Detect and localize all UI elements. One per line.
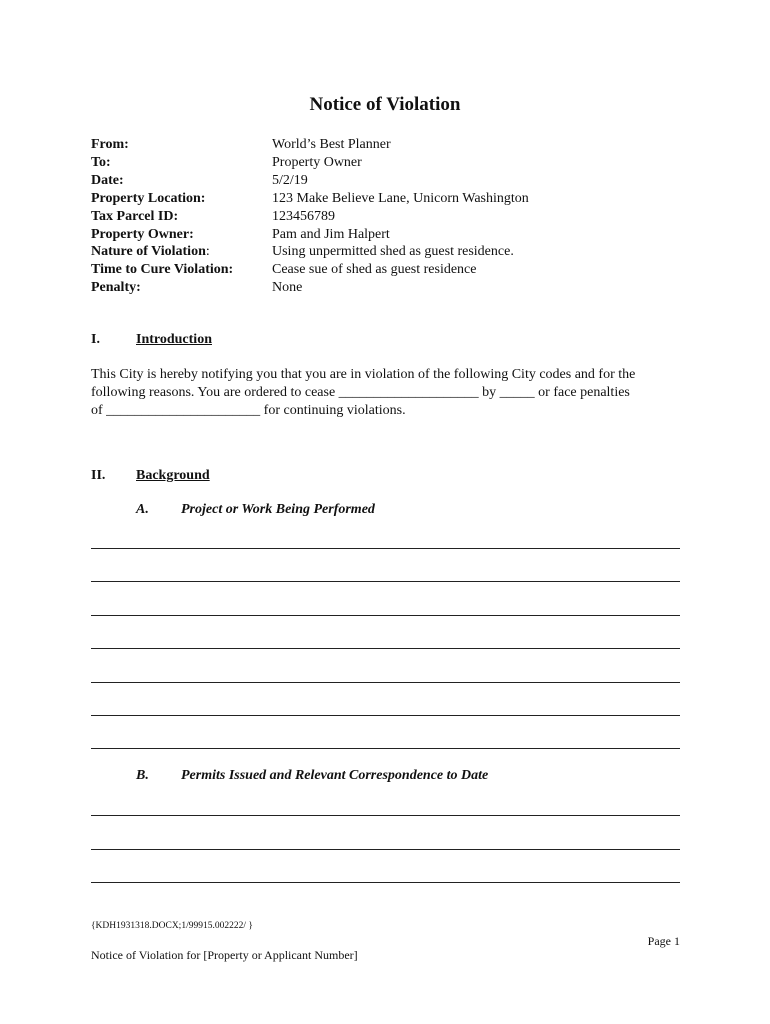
blank-line (91, 581, 680, 582)
section-number: I. (91, 332, 100, 347)
blank-line (91, 748, 680, 749)
blank-line (91, 715, 680, 716)
document-id: {KDH1931318.DOCX;1/99915.002222/ } (91, 921, 253, 931)
section-title: Introduction (136, 332, 212, 347)
meta-value: None (272, 280, 303, 296)
meta-row-from (91, 136, 529, 154)
meta-label-text: Nature of Violation (91, 244, 206, 260)
blank-line (91, 648, 680, 649)
paragraph-line: This City is hereby notifying you that you are in violation of the following City codes and for the (91, 367, 636, 382)
meta-value: Pam and Jim Halpert (272, 226, 390, 242)
meta-value: Using unpermitted shed as guest residence. (272, 244, 514, 260)
meta-row-property-location (91, 190, 529, 208)
meta-row-to (91, 154, 529, 172)
paragraph-line: of ______________________ for continuing violations. (91, 403, 406, 418)
blank-line (91, 815, 680, 816)
page-number: Page 1 (647, 934, 680, 948)
paragraph-line: following reasons. You are ordered to cease ____________________ by _____ or face penalties (91, 385, 630, 400)
meta-label (91, 243, 272, 261)
meta-row-property-owner (91, 226, 529, 244)
meta-row-nature-of-violation (91, 243, 529, 261)
meta-label: To: (91, 154, 111, 170)
meta-value: 5/2/19 (272, 172, 308, 188)
document-title: Notice of Violation (309, 94, 461, 115)
introduction-paragraph (91, 366, 681, 420)
subsection-letter: A. (136, 502, 149, 517)
section-heading-introduction (91, 332, 212, 348)
meta-label: Tax Parcel ID: (91, 208, 179, 224)
blank-line (91, 882, 680, 883)
subsection-heading-b (136, 768, 488, 784)
meta-label: Time to Cure Violation: (91, 262, 234, 278)
section-heading-background (91, 468, 210, 484)
meta-label: Date: (91, 172, 124, 188)
blank-line (91, 849, 680, 850)
section-number: II. (91, 468, 106, 483)
subsection-title: Permits Issued and Relevant Correspondence to Date (181, 768, 489, 783)
meta-row-time-to-cure (91, 261, 529, 279)
meta-value: Cease sue of shed as guest residence (272, 262, 477, 278)
meta-row-date (91, 172, 529, 190)
blank-line (91, 682, 680, 683)
meta-label: Property Owner: (91, 226, 194, 242)
footer-caption: Notice of Violation for [Property or Applicant Number] (91, 948, 358, 962)
blank-line (91, 615, 680, 616)
meta-label: Property Location: (91, 190, 206, 206)
meta-value: Property Owner (272, 154, 362, 170)
meta-value: World’s Best Planner (272, 137, 391, 152)
meta-label: From: (91, 137, 129, 152)
blank-line (91, 548, 680, 549)
meta-label: Penalty: (91, 280, 141, 296)
subsection-letter: B. (136, 768, 149, 783)
section-title: Background (136, 468, 210, 483)
meta-value: 123 Make Believe Lane, Unicorn Washington (272, 190, 529, 206)
notice-metadata (91, 136, 529, 297)
subsection-title: Project or Work Being Performed (181, 502, 375, 517)
meta-value: 123456789 (272, 208, 335, 224)
subsection-heading-a (136, 502, 375, 518)
meta-row-penalty (91, 279, 529, 297)
meta-label-colon: : (205, 244, 210, 260)
meta-row-tax-parcel-id (91, 208, 529, 226)
